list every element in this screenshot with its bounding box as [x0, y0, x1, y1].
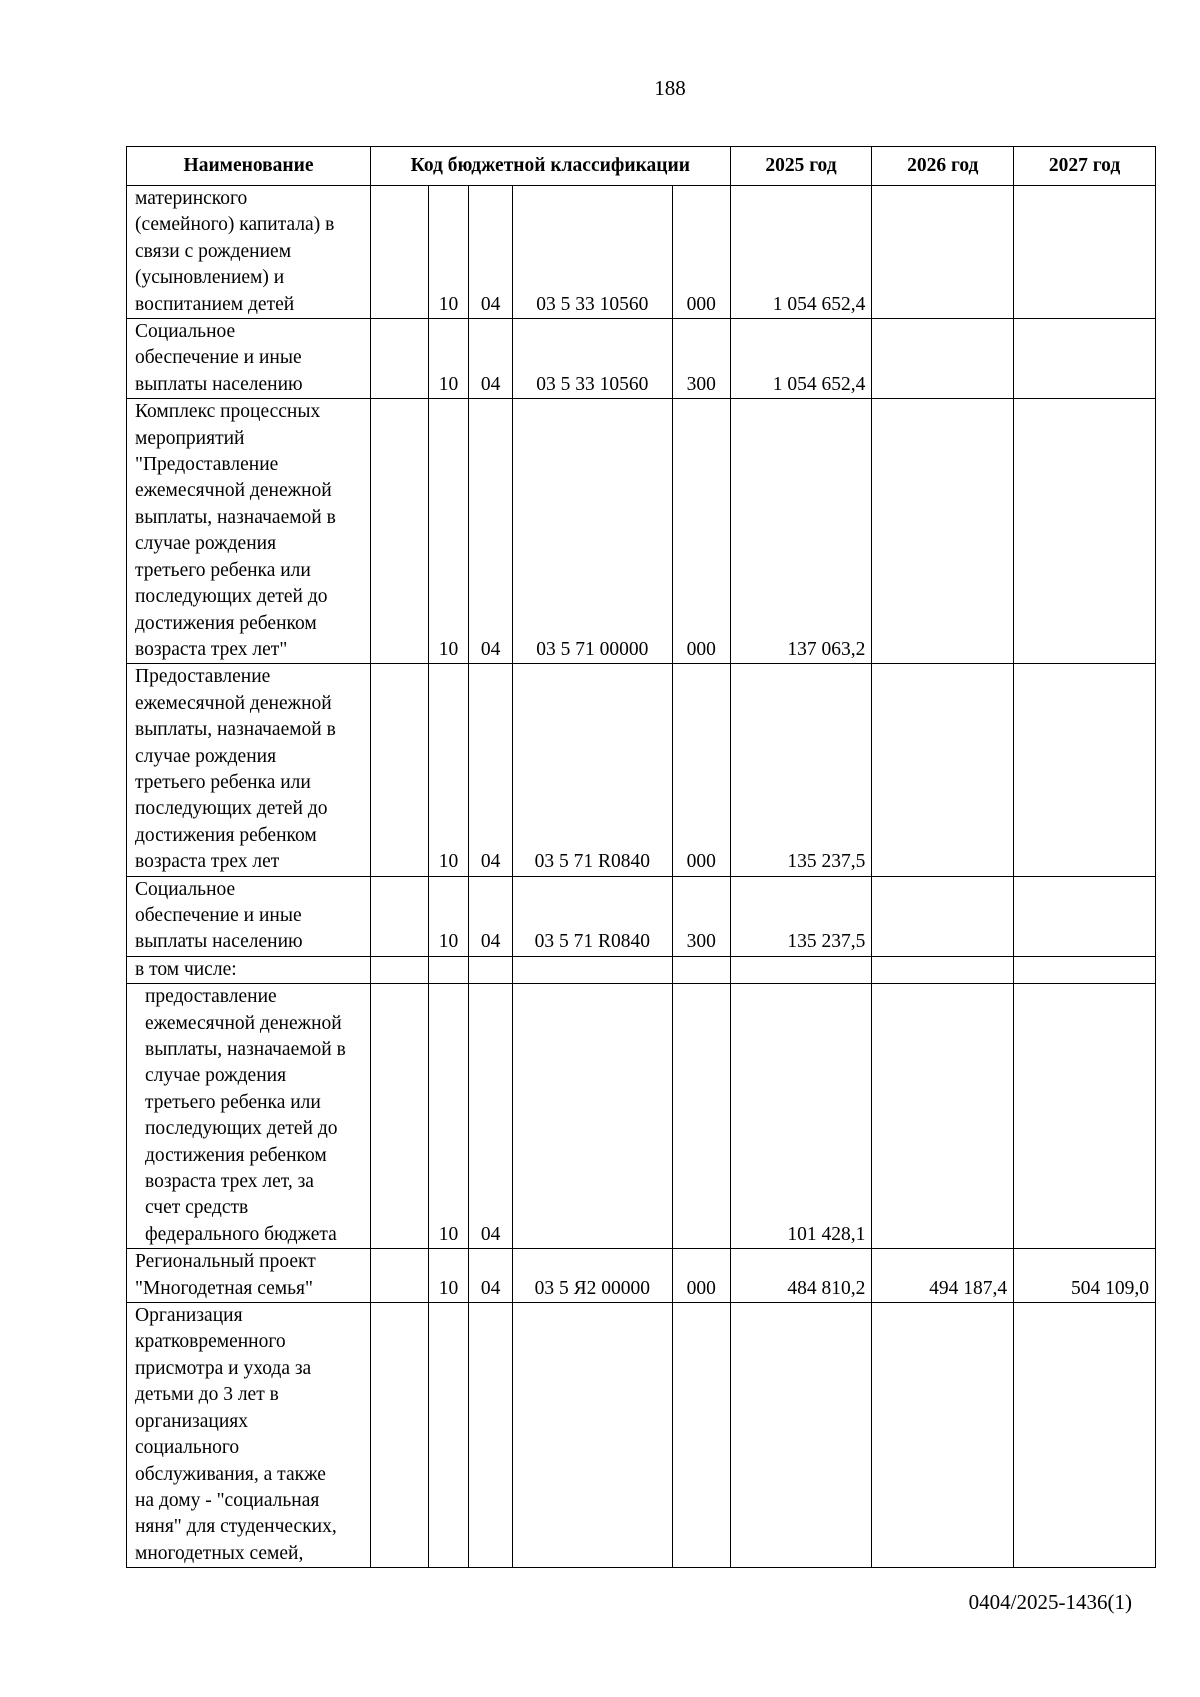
cell-code-subsection: 04 [469, 186, 513, 319]
cell-code-section: 10 [428, 664, 469, 876]
cell-code-target: 03 5 71 R0840 [512, 876, 672, 956]
page-number: 188 [654, 76, 686, 100]
cell-code-expense-type [672, 1303, 730, 1568]
cell-code-expense-type: 300 [672, 319, 730, 399]
cell-amount-2026 [872, 399, 1014, 664]
cell-amount-2025: 1 054 652,4 [730, 319, 872, 399]
cell-code-target: 03 5 33 10560 [512, 319, 672, 399]
cell-amount-2025: 1 054 652,4 [730, 186, 872, 319]
table-row [127, 664, 1156, 876]
cell-code-target [512, 956, 672, 983]
cell-code-subsection: 04 [469, 876, 513, 956]
cell-amount-2025: 135 237,5 [730, 664, 872, 876]
cell-amount-2026 [872, 1303, 1014, 1568]
cell-code-target: 03 5 71 R0840 [512, 664, 672, 876]
cell-amount-2027 [1014, 956, 1156, 983]
cell-code-expense-type [672, 956, 730, 983]
cell-code-section: 10 [428, 186, 469, 319]
cell-amount-2025: 101 428,1 [730, 984, 872, 1249]
cell-name: Социальное обеспечение и иные выплаты населению [127, 319, 371, 399]
cell-amount-2027 [1014, 876, 1156, 956]
cell-code-1 [371, 664, 429, 876]
cell-code-subsection [469, 1303, 513, 1568]
cell-code-section: 10 [428, 1249, 469, 1303]
cell-code-section: 10 [428, 399, 469, 664]
cell-name: Предоставление ежемесячной денежной выплаты, назначаемой в случае рождения третьего ребенка или последующих детей до достижения ребенком возраста трех лет [127, 664, 371, 876]
cell-code-target: 03 5 Я2 00000 [512, 1249, 672, 1303]
cell-code-section [428, 1303, 469, 1568]
cell-code-subsection: 04 [469, 664, 513, 876]
cell-code-section: 10 [428, 319, 469, 399]
cell-code-subsection: 04 [469, 984, 513, 1249]
cell-name: Организация кратковременного присмотра и ухода за детьми до 3 лет в организациях социального обслуживания, а также на дому - "социальная няня" для студенческих, многодетных семей, [127, 1303, 371, 1568]
table-row [127, 186, 1156, 319]
cell-code-target [512, 1303, 672, 1568]
table-row [127, 1249, 1156, 1303]
cell-amount-2027 [1014, 664, 1156, 876]
cell-code-expense-type: 000 [672, 664, 730, 876]
table-body [127, 186, 1156, 1568]
table-row [127, 399, 1156, 664]
cell-amount-2025: 137 063,2 [730, 399, 872, 664]
cell-amount-2026 [872, 664, 1014, 876]
cell-code-target: 03 5 33 10560 [512, 186, 672, 319]
header-code: Код бюджетной классификации [371, 147, 731, 186]
cell-code-subsection: 04 [469, 399, 513, 664]
cell-code-1 [371, 956, 429, 983]
cell-amount-2025 [730, 956, 872, 983]
cell-amount-2026 [872, 186, 1014, 319]
cell-code-subsection: 04 [469, 319, 513, 399]
cell-code-target: 03 5 71 00000 [512, 399, 672, 664]
cell-code-1 [371, 1303, 429, 1568]
table-row [127, 1303, 1156, 1568]
cell-amount-2026 [872, 876, 1014, 956]
cell-code-expense-type [672, 984, 730, 1249]
cell-amount-2027 [1014, 984, 1156, 1249]
cell-code-1 [371, 876, 429, 956]
header-2026: 2026 год [872, 147, 1014, 186]
cell-name: материнского (семейного) капитала) в связи с рождением (усыновлением) и воспитанием детей [127, 186, 371, 319]
cell-code-expense-type: 000 [672, 1249, 730, 1303]
cell-amount-2027 [1014, 1303, 1156, 1568]
cell-name: в том числе: [127, 956, 371, 983]
cell-code-expense-type: 000 [672, 399, 730, 664]
table-row [127, 956, 1156, 983]
cell-amount-2027 [1014, 319, 1156, 399]
document-number: 0404/2025-1436(1) [968, 1590, 1132, 1614]
cell-code-1 [371, 1249, 429, 1303]
cell-amount-2027: 504 109,0 [1014, 1249, 1156, 1303]
cell-amount-2026: 494 187,4 [872, 1249, 1014, 1303]
header-2027: 2027 год [1014, 147, 1156, 186]
cell-code-1 [371, 319, 429, 399]
header-name: Наименование [127, 147, 371, 186]
cell-code-section [428, 956, 469, 983]
table-row [127, 319, 1156, 399]
cell-code-section: 10 [428, 876, 469, 956]
cell-code-subsection: 04 [469, 1249, 513, 1303]
cell-amount-2025: 484 810,2 [730, 1249, 872, 1303]
header-2025: 2025 год [730, 147, 872, 186]
cell-code-expense-type: 300 [672, 876, 730, 956]
cell-amount-2025: 135 237,5 [730, 876, 872, 956]
cell-name: Социальное обеспечение и иные выплаты населению [127, 876, 371, 956]
cell-name: Региональный проект "Многодетная семья" [127, 1249, 371, 1303]
table-row [127, 984, 1156, 1249]
cell-name: Комплекс процессных мероприятий "Предоставление ежемесячной денежной выплаты, назначаемой в случае рождения третьего ребенка или последующих детей до достижения ребенком возраста трех лет" [127, 399, 371, 664]
cell-amount-2027 [1014, 399, 1156, 664]
cell-name: предоставление ежемесячной денежной выплаты, назначаемой в случае рождения третьего ребенка или последующих детей до достижения ребенком возраста трех лет, за счет средств федерального бюджета [127, 984, 371, 1249]
cell-code-1 [371, 399, 429, 664]
cell-code-section: 10 [428, 984, 469, 1249]
cell-code-expense-type: 000 [672, 186, 730, 319]
cell-code-subsection [469, 956, 513, 983]
cell-code-1 [371, 186, 429, 319]
cell-amount-2026 [872, 956, 1014, 983]
table-header-row [127, 147, 1156, 186]
budget-table [126, 146, 1156, 1568]
cell-amount-2027 [1014, 186, 1156, 319]
cell-amount-2025 [730, 1303, 872, 1568]
cell-amount-2026 [872, 984, 1014, 1249]
table-row [127, 876, 1156, 956]
cell-amount-2026 [872, 319, 1014, 399]
cell-code-1 [371, 984, 429, 1249]
cell-code-target [512, 984, 672, 1249]
